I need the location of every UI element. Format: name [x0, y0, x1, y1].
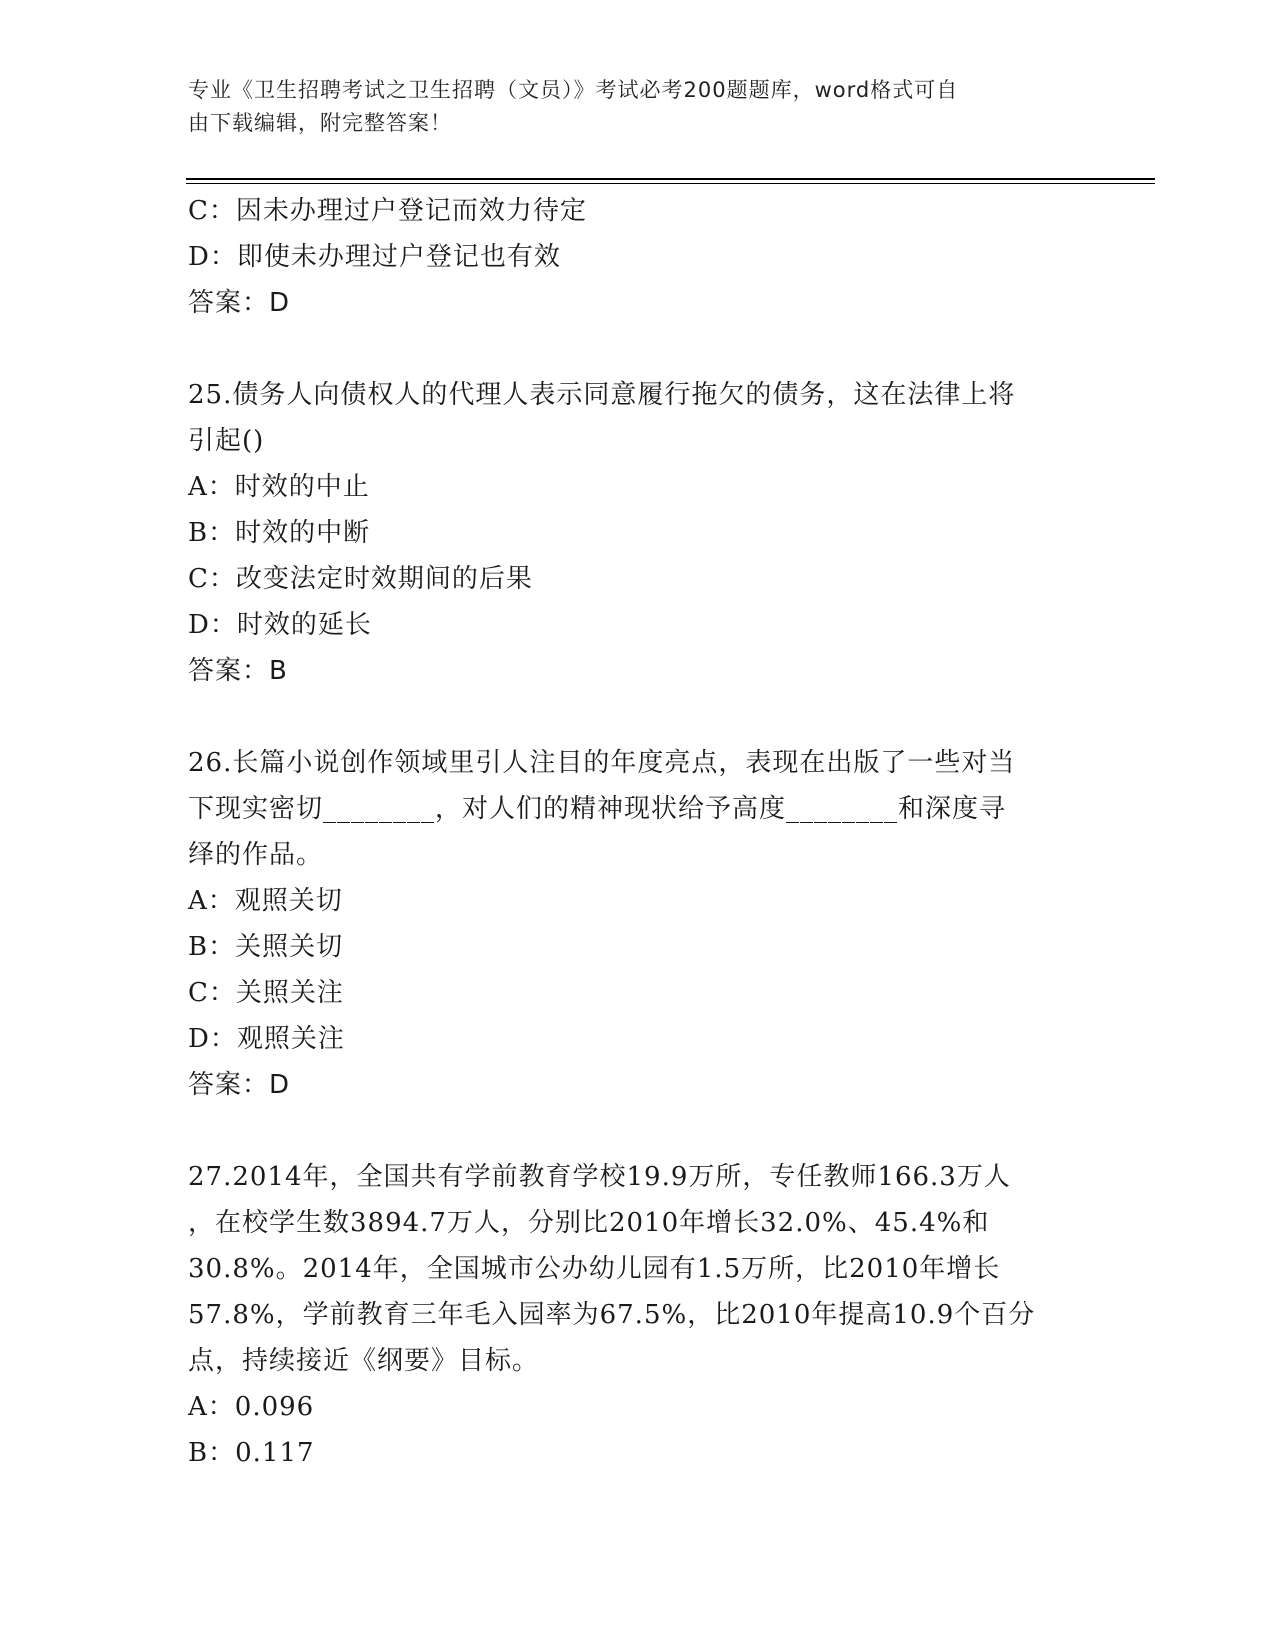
option-a: A：时效的中止 — [188, 472, 370, 502]
question-text-line: 57.8%，学前教育三年毛入园率为67.5%，比2010年提高10.9个百分 — [188, 1300, 1036, 1330]
question-text-line: 26.长篇小说创作领域里引人注目的年度亮点，表现在出版了一些对当 — [188, 748, 1016, 778]
option-d: D：即使未办理过户登记也有效 — [188, 242, 561, 272]
option-d: D：时效的延长 — [188, 610, 372, 640]
option-b: B：时效的中断 — [188, 518, 371, 548]
spacer — [188, 1108, 1088, 1154]
question-text-line: 25.债务人向债权人的代理人表示同意履行拖欠的债务，这在法律上将 — [188, 380, 1016, 410]
option-a: A：观照关切 — [188, 886, 343, 916]
question-text-line: ，在校学生数3894.7万人，分别比2010年增长32.0%、45.4%和 — [188, 1208, 990, 1238]
spacer — [188, 694, 1088, 740]
option-c: C：改变法定时效期间的后果 — [188, 564, 533, 594]
option-c: C：关照关注 — [188, 978, 344, 1008]
question-text-line: 引起() — [188, 426, 265, 456]
spacer — [188, 326, 1088, 372]
header-line-2: 由下载编辑，附完整答案！ — [188, 111, 452, 135]
question-text-line: 绎的作品。 — [188, 840, 324, 870]
question-text-line: 点，持续接近《纲要》目标。 — [188, 1346, 540, 1376]
question-27 — [188, 1154, 1088, 1476]
option-d: D：观照关注 — [188, 1024, 345, 1054]
option-b: B：0.117 — [188, 1438, 315, 1468]
question-text-line: 27.2014年，全国共有学前教育学校19.9万所，专任教师166.3万人 — [188, 1162, 1011, 1192]
answer-line: 答案：B — [188, 656, 288, 686]
question-24-tail — [188, 188, 1088, 326]
option-a: A：0.096 — [188, 1392, 315, 1422]
header-divider-thin — [186, 183, 1155, 184]
option-b: B：关照关切 — [188, 932, 344, 962]
document-header — [188, 74, 1068, 140]
option-c: C：因未办理过户登记而效力待定 — [188, 196, 587, 226]
header-divider-thick — [186, 178, 1155, 180]
question-26 — [188, 740, 1088, 1108]
question-25 — [188, 372, 1088, 694]
header-line-1: 专业《卫生招聘考试之卫生招聘（文员）》考试必考200题题库，word格式可自 — [188, 78, 959, 102]
document-body — [188, 188, 1088, 1476]
question-text-line: 30.8%。2014年，全国城市公办幼儿园有1.5万所，比2010年增长 — [188, 1254, 1001, 1284]
question-text-line: 下现实密切________，对人们的精神现状给予高度________和深度寻 — [188, 794, 1007, 824]
answer-line: 答案：D — [188, 288, 291, 318]
answer-line: 答案：D — [188, 1070, 291, 1100]
